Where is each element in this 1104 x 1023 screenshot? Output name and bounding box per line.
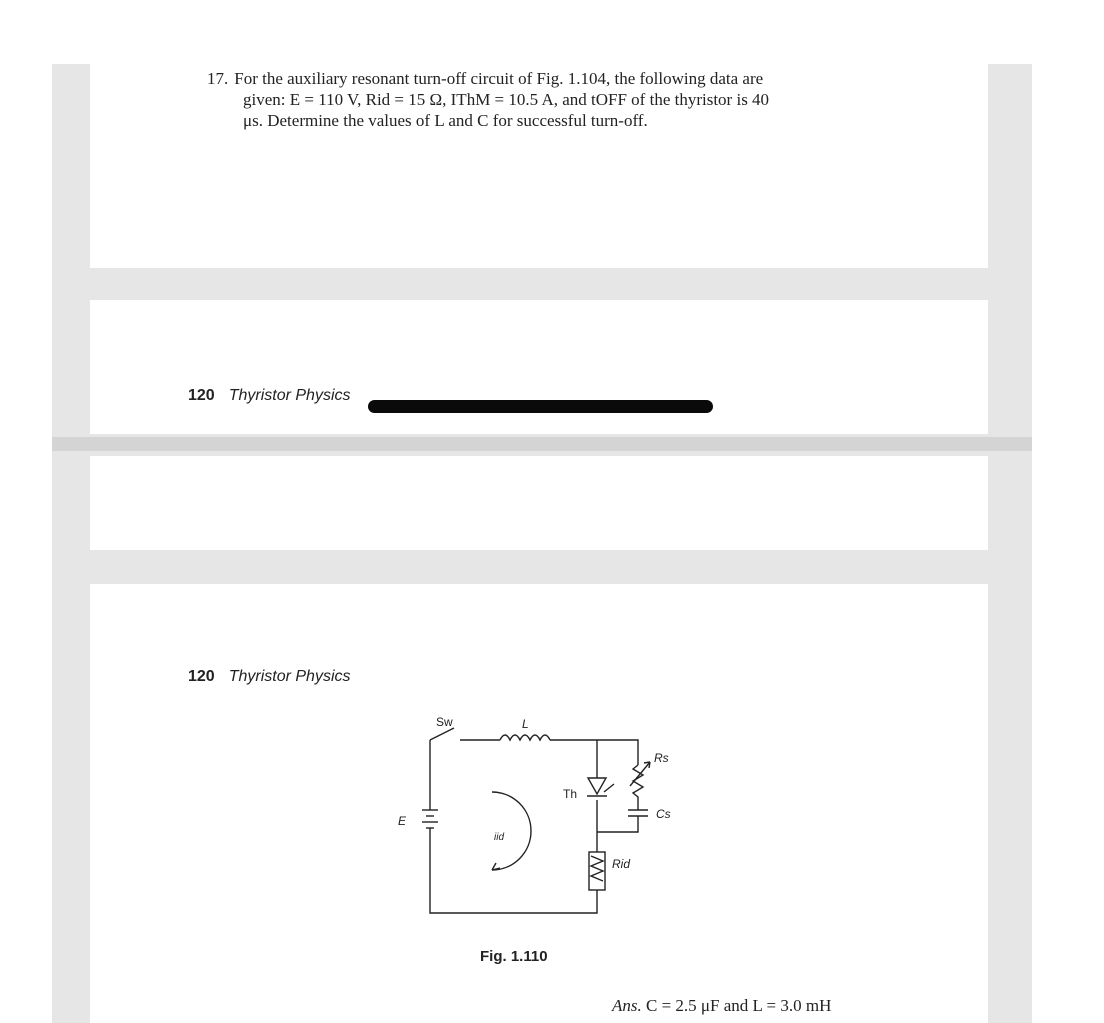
wire-left	[430, 740, 597, 913]
problem-number: 17.	[207, 69, 229, 88]
answer-label: Ans.	[612, 996, 642, 1015]
page-number: 120	[188, 387, 215, 404]
label-rs: Rs	[654, 751, 669, 765]
figure-caption: Fig. 1.110	[480, 948, 548, 965]
current-arrow	[492, 792, 531, 870]
answer	[612, 996, 831, 1016]
label-switch: Sw	[436, 715, 453, 729]
chapter-title: Thyristor Physics	[228, 387, 351, 404]
label-thyristor: Th	[563, 787, 578, 801]
wire-snubber-bottom	[597, 816, 638, 832]
label-cs: Cs	[656, 807, 671, 821]
switch-blade	[430, 728, 454, 740]
label-inductor: L	[522, 717, 529, 731]
page-number: 120	[188, 668, 215, 685]
label-rid: Rid	[612, 857, 631, 871]
chapter-title: Thyristor Physics	[228, 668, 351, 685]
thyristor-symbol	[588, 778, 606, 794]
blank-panel	[90, 456, 988, 550]
circuit-diagram	[380, 700, 710, 930]
running-header-top	[188, 387, 351, 405]
problem-line-2: given: E = 110 V, Rid = 15 Ω, IThM = 10.5 A, and tOFF of the thyristor is 40	[243, 90, 770, 109]
variable-arrow	[630, 762, 650, 786]
problem-line-3: μs. Determine the values of L and C for successful turn-off.	[243, 111, 648, 130]
page-divider	[52, 437, 1032, 451]
running-header-bottom	[188, 668, 351, 686]
problem-statement	[207, 68, 897, 131]
label-current: iid	[494, 832, 505, 843]
header-panel-top	[90, 300, 988, 434]
problem-line-1: For the auxiliary resonant turn-off circuit of Fig. 1.104, the following data are	[234, 69, 764, 88]
redaction-bar	[368, 400, 713, 413]
answer-text: C = 2.5 μF and L = 3.0 mH	[646, 996, 832, 1015]
label-source: E	[398, 814, 407, 828]
inductor-coil	[500, 735, 550, 740]
wire-snubber-top	[597, 740, 638, 765]
